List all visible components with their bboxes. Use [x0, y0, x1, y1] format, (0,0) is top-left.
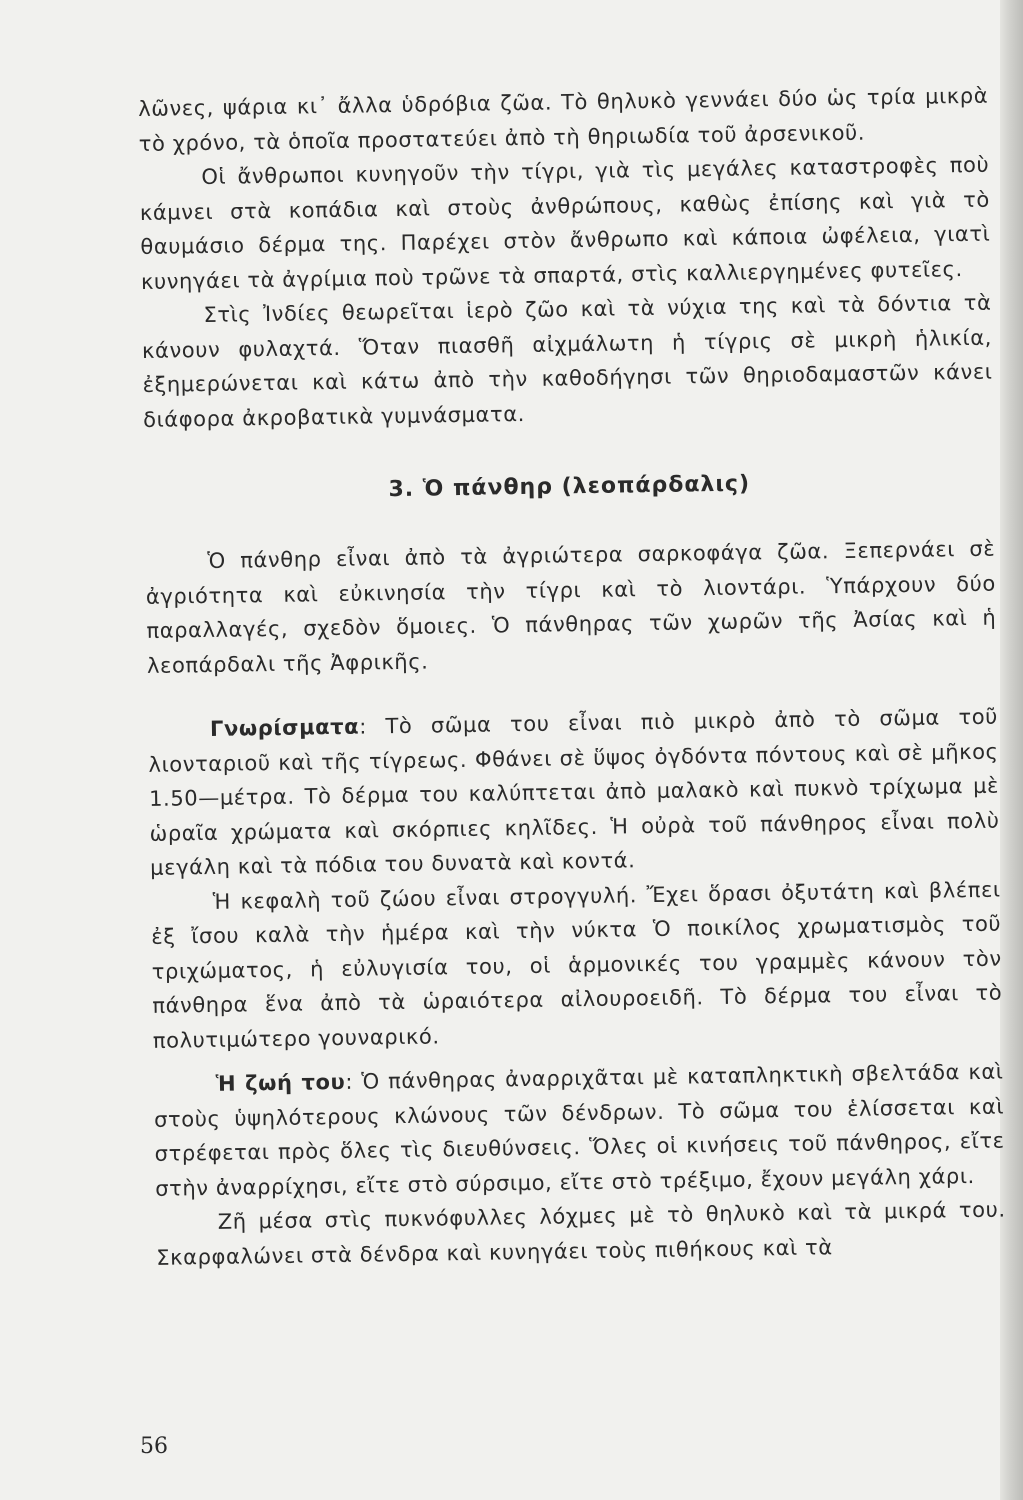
features-label: Γνωρίσματα	[209, 714, 360, 741]
page-edge-shadow	[1000, 0, 1023, 1500]
paragraph-life-habitat: Ζῆ μέσα στὶς πυκνόφυλλες λόχμες μὲ τὸ θηλυκὸ καὶ τὰ μικρά του. Σκαρφαλώνει στὰ δένδρα καὶ κυνηγάει τοὺς πιθήκους καὶ τὰ	[156, 1197, 1006, 1270]
life-text: : Ὁ πάνθηρας ἀναρριχᾶται μὲ καταπληκτικὴ σβελτάδα καὶ στοὺς ὑψηλότερους κλώνους τῶν δένδρων. Τὸ σῶμα του ἑλίσσεται καὶ στρέφεται πρὸς ὅλες τὶς διευθύνσεις. Ὅλες οἱ κινήσεις τοῦ πάνθηρος, εἴτε στὴν ἀναρρίχησι, εἴτε στὸ σύρσιμο, εἴτε στὸ τρέξιμο, ἔχουν μεγάλη χάρι.	[153, 1059, 1005, 1201]
book-page-text	[138, 79, 1006, 1275]
paragraph-hunting: Οἱ ἄνθρωποι κυνηγοῦν τὴν τίγρι, γιὰ τὶς μεγάλες καταστροφὲς ποὺ κάμνει στὰ κοπάδια καὶ στοὺς ἀνθρώπους, καθὼς ἐπίσης καὶ γιὰ τὸ θαυμάσιο δέρμα της. Παρέχει στὸν ἄνθρωπο καὶ κάποια ὠφέλεια, γιατὶ κυνηγάει τὰ ἀγρίμια ποὺ τρῶνε τὰ σπαρτά, στὶς καλλιεργημένες φυτεῖες.	[139, 152, 991, 294]
paragraph-life	[153, 1055, 1005, 1206]
page-number: 56	[140, 1434, 168, 1459]
life-label: Ἡ ζωή του	[215, 1069, 346, 1096]
paragraph-features	[148, 700, 1001, 886]
section-heading: 3. Ὁ πάνθηρ (λεοπάρδαλις)	[388, 471, 751, 503]
paragraph-panther-intro: Ὁ πάνθηρ εἶναι ἀπὸ τὰ ἀγριώτερα σαρκοφάγα ζῶα. Ξεπερνάει σὲ ἀγριότητα καὶ εὐκινησία τὴν τίγρι καὶ τὸ λιοντάρι. Ὑπάρχουν δύο παραλλαγές, σχεδὸν ὅμοιες. Ὁ πάνθηρας τῶν χωρῶν τῆς Ἀσίας καὶ ἡ λεοπάρδαλι τῆς Ἀφρικῆς.	[145, 536, 997, 678]
features-text: : Τὸ σῶμα του εἶναι πιὸ μικρὸ ἀπὸ τὸ σῶμα τοῦ λιονταριοῦ καὶ τῆς τίγρεως. Φθάνει σὲ ὕψος ὀγδόντα πόντους καὶ σὲ μῆκος 1.50—μέτρα. Τὸ δέρμα του καλύπτεται ἀπὸ μαλακὸ καὶ πυκνὸ τρίχωμα μὲ ὡραῖα χρώματα καὶ σκόρπιες κηλῖδες. Ἡ οὐρὰ τοῦ πάνθηρος εἶναι πολὺ μεγάλη καὶ τὰ πόδια του δυνατὰ καὶ κοντά.	[148, 704, 1000, 880]
paragraph-continuation: λῶνες, ψάρια κι᾿ ἄλλα ὑδρόβια ζῶα. Τὸ θηλυκὸ γεννάει δύο ὡς τρία μικρὰ τὸ χρόνο, τὰ ὁποῖα προστατεύει ἀπὸ τὴ θηριωδία τοῦ ἀρσενικοῦ.	[138, 83, 989, 156]
paragraph-features-head: Ἡ κεφαλὴ τοῦ ζώου εἶναι στρογγυλή. Ἔχει ὅρασι ὀξυτάτη καὶ βλέπει ἐξ ἴσου καλὰ τὴν ἡμέρα καὶ τὴν νύκτα Ὁ ποικίλος χρωματισμὸς τοῦ τριχώματος, ἡ εὐλυγισία του, οἱ ἁρμονικές του γραμμὲς κάνουν τὸν πάνθηρα ἕνα ἀπὸ τὰ ὡραιότερα αἰλουροειδῆ. Τὸ δέρμα του εἶναι τὸ πολυτιμώτερο γουναρικό.	[151, 877, 1003, 1053]
paragraph-india: Στὶς Ἰνδίες θεωρεῖται ἱερὸ ζῶο καὶ τὰ νύχια της καὶ τὰ δόντια τὰ κάνουν φυλαχτά. Ὅταν πιασθῆ αἰχμάλωτη ἡ τίγρις σὲ μικρὴ ἡλικία, ἐξημερώνεται καὶ κάτω ἀπὸ τὴν καθοδήγησι τῶν θηριοδαμαστῶν κάνει διάφορα ἀκροβατικὰ γυμνάσματα.	[141, 290, 993, 432]
